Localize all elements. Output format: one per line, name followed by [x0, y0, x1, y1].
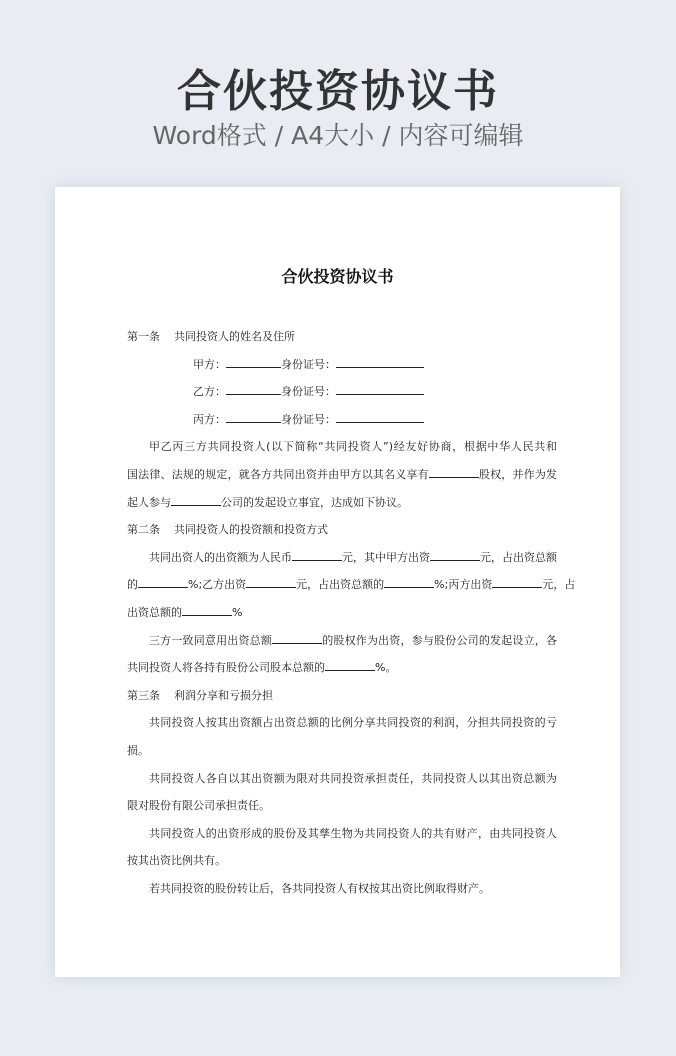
- id-blank[interactable]: [336, 355, 424, 368]
- article-number: 第三条: [127, 688, 160, 702]
- text-run: 共同投资人将各持有股份公司股本总额的: [127, 661, 325, 675]
- paragraph-line: [127, 544, 557, 572]
- article-title: 利润分享和亏损分担: [174, 688, 273, 702]
- paragraph-line: [127, 461, 557, 489]
- party-c-percent-blank[interactable]: [182, 603, 232, 616]
- paragraph-line: [127, 599, 557, 627]
- document-title: 合伙投资协议书: [281, 267, 394, 286]
- id-label: 身份证号：: [281, 357, 336, 371]
- party-a-amount-blank[interactable]: [430, 548, 480, 561]
- paragraph-line: 共同投资人按其出资额占出资总额的比例分享共同投资的利润，分担共同投资的亏: [149, 716, 557, 730]
- text-run: %;乙方出资: [188, 578, 247, 592]
- total-amount-blank[interactable]: [292, 548, 342, 561]
- paragraph-line: 共同投资人的出资形成的股份及其孳生物为共同投资人的共有财产，由共同投资人: [149, 826, 557, 840]
- name-blank[interactable]: [226, 355, 281, 368]
- party-row: [127, 351, 557, 379]
- party-b-amount-blank[interactable]: [246, 575, 296, 588]
- banner-title: 合伙投资协议书: [177, 66, 499, 117]
- equity-amount-blank[interactable]: [272, 631, 322, 644]
- paragraph-line: 甲乙丙三方共同投资人(以下简称“共同投资人”)经友好协商，根据中华人民共和: [149, 440, 557, 454]
- paragraph-line: [127, 571, 576, 599]
- text-run: 元，占: [542, 578, 576, 592]
- id-blank[interactable]: [336, 382, 424, 395]
- text-run: 元，占出资总额的: [296, 578, 385, 592]
- party-label: 丙方：: [193, 412, 226, 426]
- share-percent-blank[interactable]: [325, 658, 375, 671]
- text-run: 股权，并作为发: [478, 467, 558, 481]
- company-blank[interactable]: [171, 493, 221, 506]
- paragraph-line: [127, 489, 557, 517]
- text-run: 的股权作为出资，参与股份公司的发起设立，各: [322, 633, 557, 647]
- paragraph-line: [127, 627, 557, 655]
- paragraph-line: 限对股份有限公司承担责任。: [127, 799, 270, 813]
- name-blank[interactable]: [226, 382, 281, 395]
- text-run: 元，其中甲方出资: [342, 550, 430, 564]
- id-blank[interactable]: [336, 410, 424, 423]
- document-body: [127, 323, 576, 902]
- text-run: %: [232, 605, 243, 619]
- party-c-amount-blank[interactable]: [492, 575, 542, 588]
- article-number: 第一条: [127, 330, 160, 343]
- text-run: 共同出资人的出资额为人民币: [149, 550, 292, 564]
- party-row: [127, 378, 557, 406]
- equity-blank[interactable]: [429, 465, 479, 478]
- paragraph-line: [127, 654, 557, 682]
- paragraph-line: 按其出资比例共有。: [127, 854, 226, 868]
- text-run: 出资总额的: [127, 605, 182, 619]
- party-b-percent-blank[interactable]: [384, 575, 434, 588]
- article-heading: [127, 516, 557, 544]
- article-heading: [127, 323, 557, 351]
- article-title: 共同投资人的姓名及住所: [174, 330, 295, 343]
- text-run: 三方一致同意用出资总额: [149, 633, 273, 647]
- paragraph-line: 损。: [127, 743, 149, 757]
- article-heading: [127, 682, 557, 710]
- text-run: 公司的发起设立事宜，达成如下协议。: [221, 495, 408, 509]
- paragraph-line: 若共同投资的股份转让后，各共同投资人有权按其出资比例取得财产。: [149, 881, 490, 895]
- party-row: [127, 406, 557, 434]
- article-title: 共同投资人的投资额和投资方式: [174, 523, 328, 537]
- text-run: 的: [127, 578, 138, 592]
- banner-subtitle: Word格式 / A4大小 / 内容可编辑: [152, 121, 524, 150]
- text-run: %;丙方出资: [434, 578, 493, 592]
- paragraph-line: 共同投资人各自以其出资额为限对共同投资承担责任，共同投资人以其出资总额为: [149, 771, 557, 785]
- id-label: 身份证号：: [281, 412, 336, 426]
- id-label: 身份证号：: [281, 385, 336, 399]
- party-label: 乙方：: [193, 385, 226, 399]
- text-run: 起人参与: [127, 495, 171, 509]
- name-blank[interactable]: [226, 410, 281, 423]
- text-run: 元，占出资总额: [480, 550, 557, 564]
- party-a-percent-blank[interactable]: [138, 575, 188, 588]
- article-number: 第二条: [127, 523, 160, 537]
- text-run: 国法律、法规的规定，就各方共同出资并由甲方以其名义享有: [127, 467, 429, 481]
- document-page: [55, 187, 620, 977]
- party-label: 甲方：: [193, 357, 226, 371]
- text-run: %。: [375, 661, 397, 675]
